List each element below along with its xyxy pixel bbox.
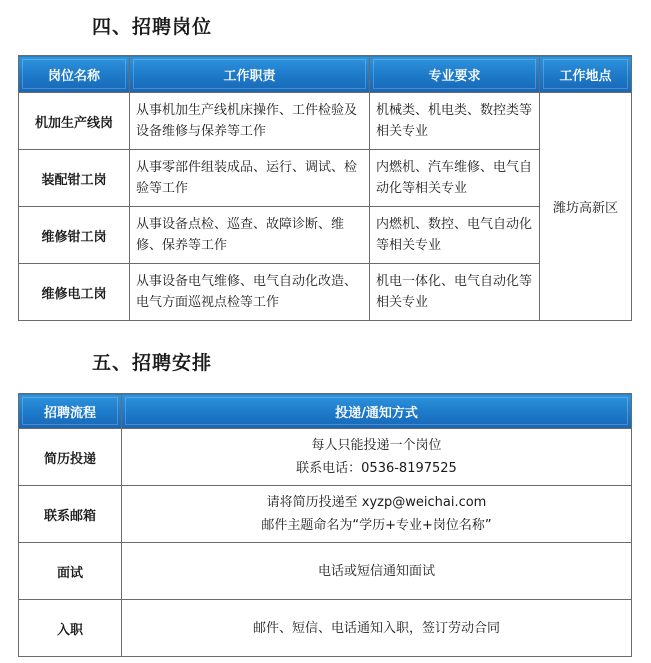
section-title-arrangement: 五、招聘安排 bbox=[92, 352, 213, 374]
arrangement-table bbox=[18, 393, 632, 657]
process-step: 面试 bbox=[19, 543, 122, 600]
method-line: 每人只能投递一个岗位 bbox=[311, 438, 442, 453]
position-major: 机电一体化、电气自动化等相关专业 bbox=[370, 264, 540, 321]
work-location: 潍坊高新区 bbox=[540, 93, 632, 321]
table-row bbox=[19, 543, 632, 600]
header-location: 工作地点 bbox=[540, 56, 632, 93]
process-step: 联系邮箱 bbox=[19, 486, 122, 543]
position-duty: 从事设备电气维修、电气自动化改造、电气方面巡视点检等工作 bbox=[130, 264, 370, 321]
arrangement-header-row bbox=[19, 394, 632, 429]
method-line: 邮件主题命名为“学历+专业+岗位名称” bbox=[261, 518, 492, 533]
process-step: 入职 bbox=[19, 600, 122, 657]
process-method bbox=[122, 486, 632, 543]
position-duty: 从事机加生产线机床操作、工件检验及设备维修与保养等工作 bbox=[130, 93, 370, 150]
header-requirements: 专业要求 bbox=[370, 56, 540, 93]
table-row bbox=[19, 429, 632, 486]
position-name: 机加生产线岗 bbox=[19, 93, 130, 150]
position-duty: 从事设备点检、巡查、故障诊断、维修、保养等工作 bbox=[130, 207, 370, 264]
method-line: 邮件、短信、电话通知入职，签订劳动合同 bbox=[252, 620, 500, 636]
positions-header-row bbox=[19, 56, 632, 93]
table-row bbox=[19, 486, 632, 543]
process-step: 简历投递 bbox=[19, 429, 122, 486]
process-method bbox=[122, 600, 632, 657]
position-duty: 从事零部件组装成品、运行、调试、检验等工作 bbox=[130, 150, 370, 207]
section-title-positions: 四、招聘岗位 bbox=[92, 16, 213, 38]
position-major: 机械类、机电类、数控类等相关专业 bbox=[370, 93, 540, 150]
table-row bbox=[19, 93, 632, 150]
position-name: 维修钳工岗 bbox=[19, 207, 130, 264]
table-row bbox=[19, 600, 632, 657]
header-process: 招聘流程 bbox=[19, 394, 122, 429]
process-method bbox=[122, 543, 632, 600]
position-major: 内燃机、汽车维修、电气自动化等相关专业 bbox=[370, 150, 540, 207]
process-method bbox=[122, 429, 632, 486]
header-duties: 工作职责 bbox=[130, 56, 370, 93]
header-position-name: 岗位名称 bbox=[19, 56, 130, 93]
position-major: 内燃机、数控、电气自动化等相关专业 bbox=[370, 207, 540, 264]
position-name: 装配钳工岗 bbox=[19, 150, 130, 207]
position-name: 维修电工岗 bbox=[19, 264, 130, 321]
method-line: 电话或短信通知面试 bbox=[317, 563, 435, 579]
positions-table bbox=[18, 55, 632, 321]
method-line: 请将简历投递至 xyzp@weichai.com bbox=[266, 495, 487, 510]
header-method: 投递/通知方式 bbox=[122, 394, 632, 429]
method-line: 联系电话：0536-8197525 bbox=[296, 461, 457, 476]
